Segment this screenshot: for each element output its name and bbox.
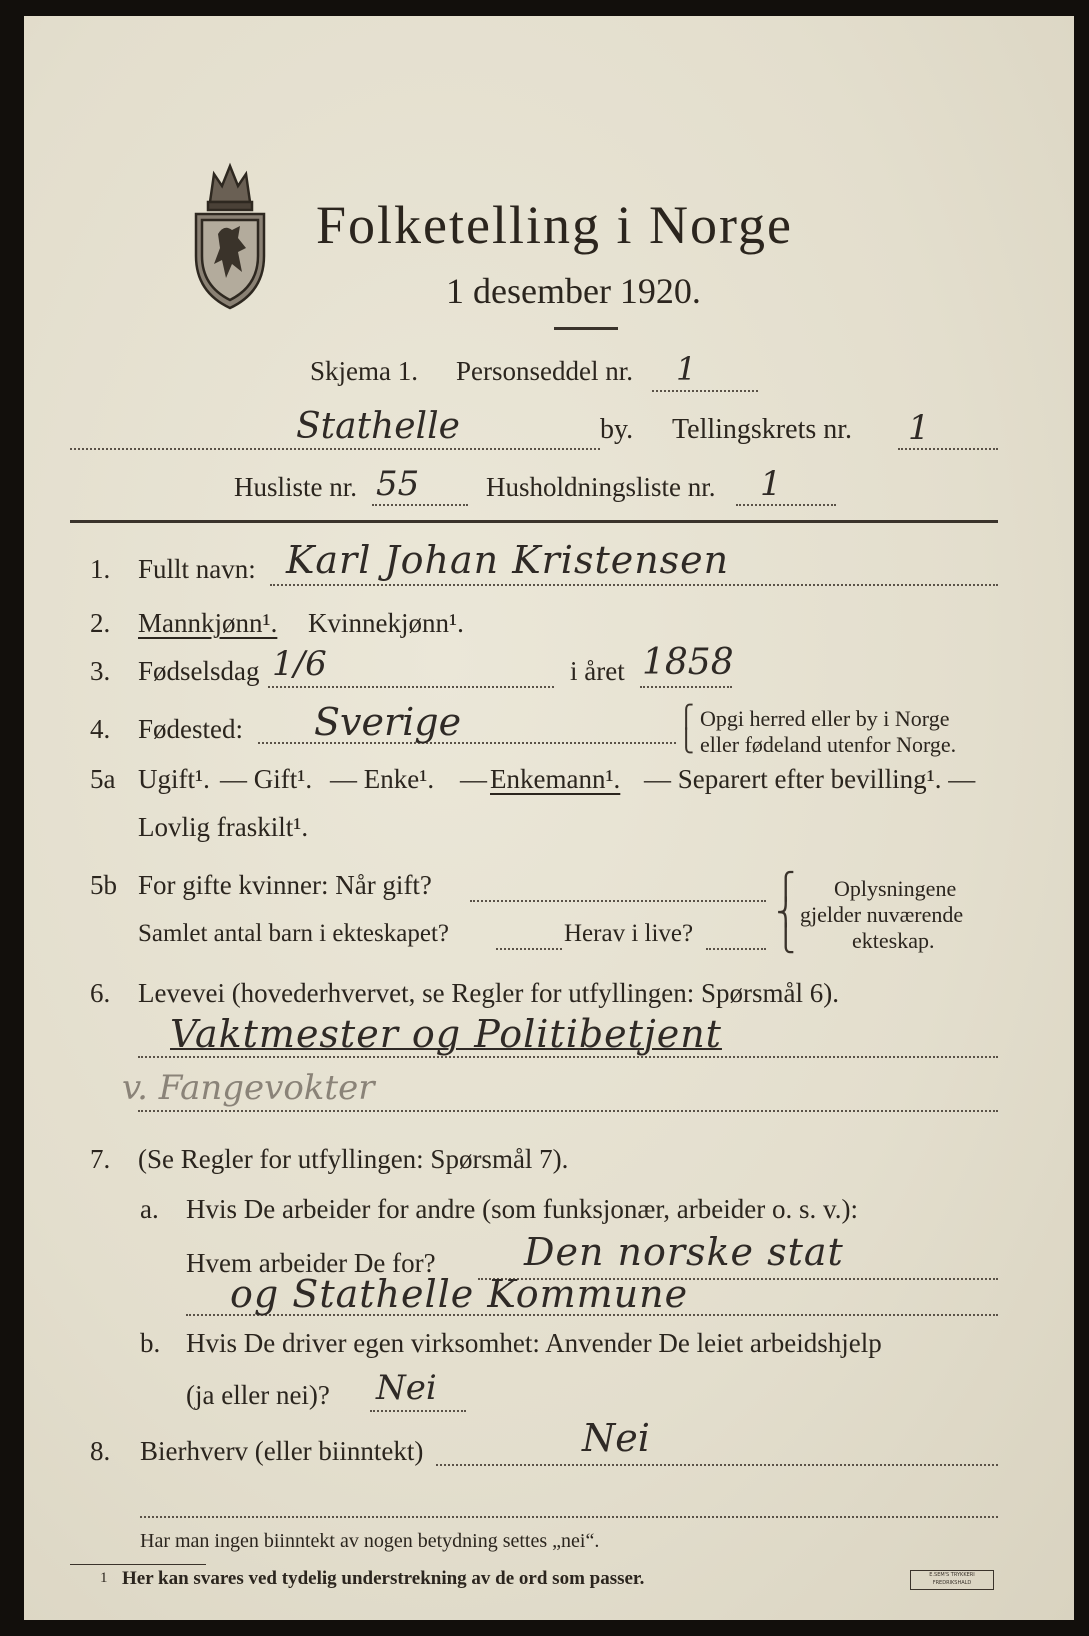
q3-year-value: 1858 xyxy=(642,642,734,683)
personseddel-label: Personseddel nr. xyxy=(456,356,633,386)
q1-value: Karl Johan Kristensen xyxy=(286,538,730,582)
q7a-value-line1: Den norske stat xyxy=(524,1230,844,1274)
personseddel-line xyxy=(652,390,758,392)
tellingskrets-label: Tellingskrets nr. xyxy=(672,414,853,445)
q7b-letter: b. xyxy=(140,1328,161,1358)
q2-number: 2. xyxy=(90,608,111,638)
footnote-number: 1 xyxy=(100,1570,108,1586)
town-value: Stathelle xyxy=(296,406,460,447)
town-line xyxy=(70,448,600,450)
q7a-text: Hvis De arbeider for andre (som funksjonær, arbeider o. s. v.): xyxy=(186,1194,858,1224)
q6-value-line1: Vaktmester og Politibetjent xyxy=(170,1012,722,1056)
q5a-ugift: Ugift¹. xyxy=(138,764,210,794)
q7b-value: Nei xyxy=(376,1368,437,1408)
q5b-children-line xyxy=(496,948,562,950)
q5b-note-line2: gjelder nuværende xyxy=(800,902,964,927)
q2-female-option: Kvinnekjønn¹. xyxy=(308,608,464,638)
census-form xyxy=(24,16,1074,1620)
q6-value-line2: v. Fangevokter xyxy=(122,1068,375,1108)
q5a-gift: — Gift¹. xyxy=(220,764,313,794)
husliste-value: 55 xyxy=(376,464,420,504)
q5b-note-line1: Oplysningene xyxy=(834,876,957,901)
q8-number: 8. xyxy=(90,1436,111,1466)
q8-line1 xyxy=(436,1464,998,1466)
q8-label: Bierhverv (eller biinntekt) xyxy=(140,1436,424,1466)
q4-label: Fødested: xyxy=(138,714,243,744)
husliste-line xyxy=(372,504,468,506)
q4-number: 4. xyxy=(90,714,111,744)
form-date: 1 desember 1920. xyxy=(446,271,701,311)
q5b-note-line3: ekteskap. xyxy=(852,928,935,953)
q3-number: 3. xyxy=(90,656,111,686)
q6-label: Levevei (hovederhvervet, se Regler for utfyllingen: Spørsmål 6). xyxy=(138,978,840,1008)
q7a-question: Hvem arbeider De for? xyxy=(186,1248,436,1278)
q3-year-line xyxy=(640,686,732,688)
coat-of-arms-icon xyxy=(188,152,272,312)
q6-line2 xyxy=(138,1110,998,1112)
q7b-question: (ja eller nei)? xyxy=(186,1380,330,1410)
husholdningsliste-line xyxy=(736,504,836,506)
husliste-label: Husliste nr. xyxy=(234,472,358,502)
skjema-label: Skjema 1. xyxy=(310,356,418,386)
q5a-separert: — Separert efter bevilling¹. — xyxy=(644,764,976,794)
q8-note: Har man ingen biinntekt av nogen betydning settes „nei“. xyxy=(140,1530,600,1552)
q5b-when-line xyxy=(470,900,766,902)
q1-line xyxy=(270,584,998,586)
q6-number: 6. xyxy=(90,978,111,1008)
q4-note-line1: Opgi herred eller by i Norge xyxy=(700,706,950,731)
by-label: by. xyxy=(600,414,634,445)
q4-brace: ⎧ ⎩ xyxy=(678,705,695,754)
q5a-number: 5a xyxy=(90,764,116,794)
q5b-label-when: For gifte kvinner: Når gift? xyxy=(138,870,432,900)
q6-line1 xyxy=(138,1056,998,1058)
q4-note-line2: eller fødeland utenfor Norge. xyxy=(700,732,957,757)
q3-year-label: i året xyxy=(570,656,625,686)
q5b-brace: ⎧ ⎨ ⎩ xyxy=(776,872,796,954)
tellingskrets-line xyxy=(898,448,998,450)
husholdningsliste-label: Husholdningsliste nr. xyxy=(486,472,716,502)
footnote-text: Her kan svares ved tydelig understrekning av de ord som passer. xyxy=(122,1568,645,1589)
q8-value: Nei xyxy=(582,1416,650,1460)
personseddel-value: 1 xyxy=(676,350,697,388)
q2-male-option: Mannkjønn¹. xyxy=(138,608,278,638)
husholdningsliste-value: 1 xyxy=(760,464,782,504)
q7b-line xyxy=(370,1410,466,1412)
tellingskrets-value: 1 xyxy=(908,408,930,448)
q5a-enke: — Enke¹. xyxy=(330,764,435,794)
header-divider xyxy=(70,520,998,523)
q8-line2 xyxy=(140,1516,998,1518)
q1-number: 1. xyxy=(90,554,111,584)
q5a-enkemann-option: Enkemann¹. xyxy=(490,764,621,794)
form-title: Folketelling i Norge xyxy=(316,195,793,255)
q3-label: Fødselsdag xyxy=(138,656,260,686)
q7-number: 7. xyxy=(90,1144,111,1174)
q7a-value-line2: og Stathelle Kommune xyxy=(230,1272,689,1316)
q4-value: Sverige xyxy=(314,700,462,744)
q1-label: Fullt navn: xyxy=(138,554,256,584)
q7b-text: Hvis De driver egen virksomhet: Anvender De leiet arbeidshjelp xyxy=(186,1328,882,1358)
title-divider xyxy=(554,327,618,330)
q5a-fraskilt: Lovlig fraskilt¹. xyxy=(138,812,309,842)
q5b-label-alive: Herav i live? xyxy=(564,920,694,947)
q3-value: 1/6 xyxy=(272,644,327,684)
q3-day-line xyxy=(268,686,554,688)
q5b-number: 5b xyxy=(90,870,117,900)
q5b-label-children: Samlet antal barn i ekteskapet? xyxy=(138,920,449,947)
q7a-letter: a. xyxy=(140,1194,159,1224)
footnote-divider xyxy=(70,1564,206,1565)
q7-label: (Se Regler for utfyllingen: Spørsmål 7). xyxy=(138,1144,569,1174)
printer-stamp: E.SEM'S TRYKKERI FREDRIKSHALD xyxy=(910,1570,994,1590)
q5b-alive-line xyxy=(706,948,766,950)
q5a-dash: — xyxy=(460,764,487,794)
